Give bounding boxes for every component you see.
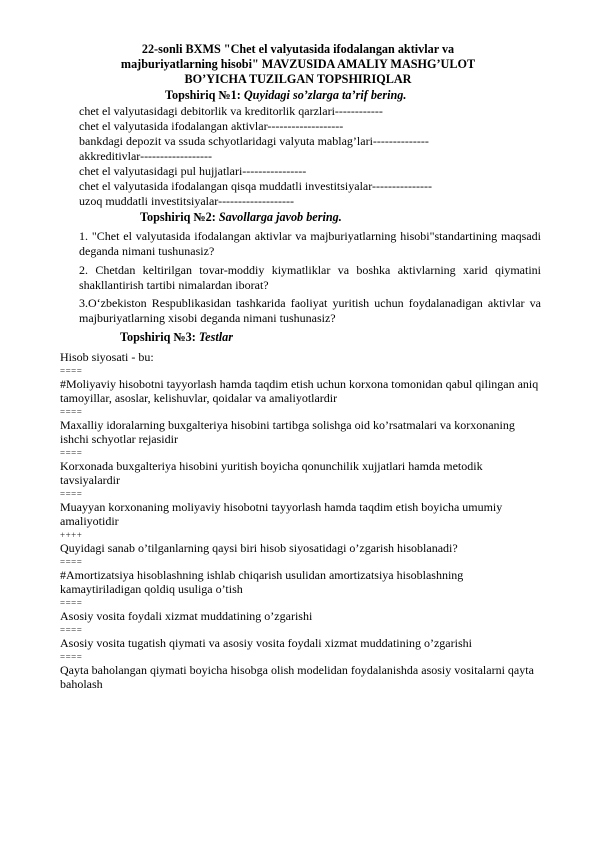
answer-separator: ==== (60, 407, 83, 417)
task-1-item: chet el valyutasidagi pul hujjatlari---------------- (79, 164, 307, 178)
test-question-2: Quyidagi sanab o’tilganlarning qaysi biri hisob siyosatidagi o’zgarish hisoblanadi? (60, 541, 458, 555)
test-answer: Qayta baholangan qiymati boyicha hisobga olish modelidan foydalanishda asosiy vositalarni qayta baholash (60, 663, 534, 692)
task-2-heading (140, 210, 342, 224)
test-answer: Asosiy vosita tugatish qiymati va asosiy vosita foydali xizmat muddatining o’zgarishi (60, 636, 472, 650)
document-title-line-2: majburiyatlarning hisobi" MAVZUSIDA AMALIY MASHG’ULOT (120, 57, 476, 71)
task-2-instruction: Savollarga javob bering. (218, 210, 342, 224)
test-answer-correct: #Amortizatsiya hisoblashning ishlab chiqarish usulidan amortizatsiya hisoblashning kamaytiriladigan qoldiq usuliga o’tish (60, 568, 464, 597)
answer-separator: ==== (60, 448, 83, 458)
task-1-item: bankdagi depozit va ssuda schyotlaridagi valyuta mablag’lari-------------- (79, 134, 429, 148)
task-1-label: Topshiriq №1: (165, 88, 241, 102)
task-3-heading (120, 330, 233, 344)
document-title-line-1: 22-sonli BXMS "Chet el valyutasida ifodalangan aktivlar va (141, 42, 455, 56)
task-1-item: uzoq muddatli investitsiyalar------------------- (79, 194, 294, 208)
answer-separator: ==== (60, 366, 83, 376)
answer-separator: ==== (60, 489, 83, 499)
task-1-item: chet el valyutasida ifodalangan qisqa muddatli investitsiyalar--------------- (79, 179, 432, 193)
task-2-question: 2. Chetdan keltirilgan tovar-moddiy kiymatliklar va boshka aktivlarning xarid qiymatini shakllantirish tartibi nimalardan iborat? (79, 263, 541, 292)
test-answer: Maxalliy idoralarning buxgalteriya hisobini tartibga solishga oid ko’rsatmalari va korxonaning ishchi schyotlar rejasidir (60, 418, 515, 447)
task-1-item: chet el valyutasida ifodalangan aktivlar------------------- (79, 119, 344, 133)
task-2-question: 3.O‘zbekiston Respublikasidan tashkarida faoliyat yuritish uchun foydalanadigan aktivlar va majburiyatlarning xisobi deganda nimani tushunasiz? (79, 296, 541, 325)
task-3-instruction: Testlar (198, 330, 233, 344)
answer-separator: ==== (60, 652, 83, 662)
task-2-label: Topshiriq №2: (140, 210, 216, 224)
question-separator: ++++ (60, 530, 83, 540)
test-answer: Asosiy vosita foydali xizmat muddatining o’zgarishi (60, 609, 313, 623)
task-1-heading (165, 88, 406, 102)
test-answer: Muayyan korxonaning moliyaviy hisobotni tayyorlash hamda taqdim etish boyicha umumiy amaliyotidir (60, 500, 503, 529)
document-title-line-3: BO’YICHA TUZILGAN TOPSHIRIQLAR (184, 72, 412, 86)
task-1-item: akkreditivlar------------------ (79, 149, 212, 163)
test-question-1: Hisob siyosati - bu: (60, 350, 154, 364)
task-3-label: Topshiriq №3: (120, 330, 196, 344)
answer-separator: ==== (60, 557, 83, 567)
test-answer-correct: #Moliyaviy hisobotni tayyorlash hamda taqdim etish uchun korxona tomonidan qabul qilingan aniq tamoyillar, asoslar, kelishuvlar, qoidalar va amaliyotlardir (60, 377, 539, 406)
task-1-instruction: Quyidagi so’zlarga ta’rif bering. (243, 88, 407, 102)
task-2-question: 1. "Chet el valyutasida ifodalangan aktivlar va majburiyatlarning hisobi"standartining maqsadi deganda nimani tushunasiz? (79, 229, 541, 258)
answer-separator: ==== (60, 598, 83, 608)
answer-separator: ==== (60, 625, 83, 635)
test-answer: Korxonada buxgalteriya hisobini yuritish boyicha qonunchilik xujjatlari hamda metodik tavsiyalardir (60, 459, 483, 488)
task-1-item: chet el valyutasidagi debitorlik va kreditorlik qarzlari------------ (79, 104, 383, 118)
